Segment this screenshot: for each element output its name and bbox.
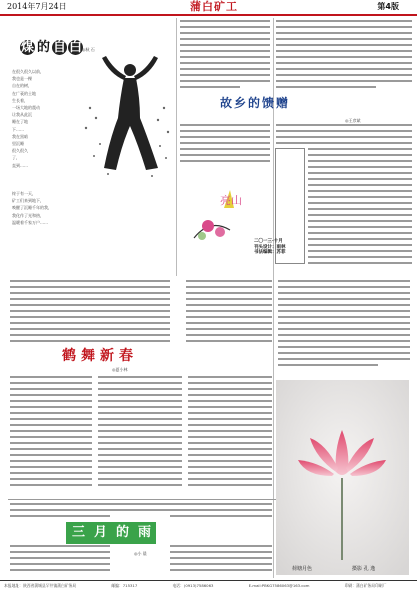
poem-line: 在很久很久以前，	[12, 69, 44, 74]
poem-line: 我在黑暗	[12, 133, 28, 139]
poem-line: 在广袤的土地	[12, 90, 36, 96]
poem-line: 自在的树，	[12, 83, 32, 89]
painting-caption-line: 二〇一三·十月	[254, 239, 283, 244]
article-text-block	[10, 376, 272, 496]
poem-title-char: 的	[36, 40, 50, 55]
poem-line: 让我从此沉	[12, 112, 32, 118]
poem-title-char: 煤	[20, 40, 34, 55]
footer-phone: 电话：(0913)7586063	[172, 583, 214, 588]
photo-credit: 摄影 孔 逸	[352, 566, 376, 572]
poem-author: ◎秋 石	[82, 47, 95, 52]
painting-caption-line: 刊头设计：雨林	[254, 244, 286, 250]
poem-stanza-1	[12, 68, 122, 169]
page-footer	[4, 583, 414, 588]
poem-line: 矿工们来到地下，	[12, 198, 44, 204]
article-author-guxiang: ◎王彦斌	[345, 118, 361, 123]
poem-line: 我也是一棵	[12, 76, 32, 82]
column-divider	[176, 18, 177, 276]
poem-line: 唤醒了沉睡千年的我，	[12, 205, 52, 211]
svg-text:亮山: 亮山	[220, 194, 242, 207]
poem-title-char: 白	[68, 40, 82, 55]
footer-printer: 印刷：蒲白矿务局印刷厂	[344, 583, 387, 588]
section-divider	[8, 499, 278, 500]
poem-line: 生长着，	[12, 97, 28, 103]
poem-line: 睡在了地	[12, 119, 28, 125]
poem-title-char: 自	[52, 40, 66, 55]
ink-painting-illustration	[190, 168, 250, 268]
page-header	[0, 0, 417, 14]
poem-line: 里沉睡	[12, 141, 24, 147]
article-author-sanyue: ◎小 晨	[134, 551, 147, 556]
poem-line: 我化作了光和热，	[12, 212, 44, 218]
poem-line: 下……	[12, 126, 24, 132]
article-author-hewu: ◎夏小林	[112, 367, 128, 372]
painting-caption-line: 书法编辑：苏菲	[254, 250, 286, 255]
article-title-hewu: 鹤舞新春	[62, 348, 138, 364]
issue-date: 2014年7月24日	[7, 2, 67, 11]
poem-stanza-2	[12, 190, 172, 226]
article-text-block	[10, 280, 272, 344]
article-text-block	[180, 20, 412, 92]
footer-rule	[0, 580, 417, 581]
article-title-sanyue: 三月的雨	[72, 525, 161, 540]
footer-address: 本报地址：陕西省蒲城县罕井镇蒲白矿务局	[4, 583, 77, 588]
article-text-block	[278, 280, 410, 376]
lotus-photo	[276, 380, 409, 575]
masthead: 蒲白矿工	[190, 0, 238, 13]
article-title-guxiang: 故乡的馈赠	[220, 96, 291, 110]
photo-caption: 荷塘月色	[292, 566, 313, 572]
footer-email: E-mail:PBKG7586063@163.com	[248, 583, 310, 588]
poem-line: 终于有一天，	[12, 191, 36, 196]
poem-line: 很久很久	[12, 148, 28, 154]
footer-postcode: 邮编：715317	[111, 583, 138, 588]
painting-caption	[254, 239, 304, 256]
poem-line: 一场大地的震动	[12, 105, 40, 111]
page-number: 第4版	[377, 2, 399, 11]
header-rule	[0, 14, 417, 16]
poem-line: 温暖着千家万户……	[12, 219, 48, 225]
poem-line: 直到……	[12, 162, 28, 168]
poem-line: 了，	[12, 155, 20, 161]
